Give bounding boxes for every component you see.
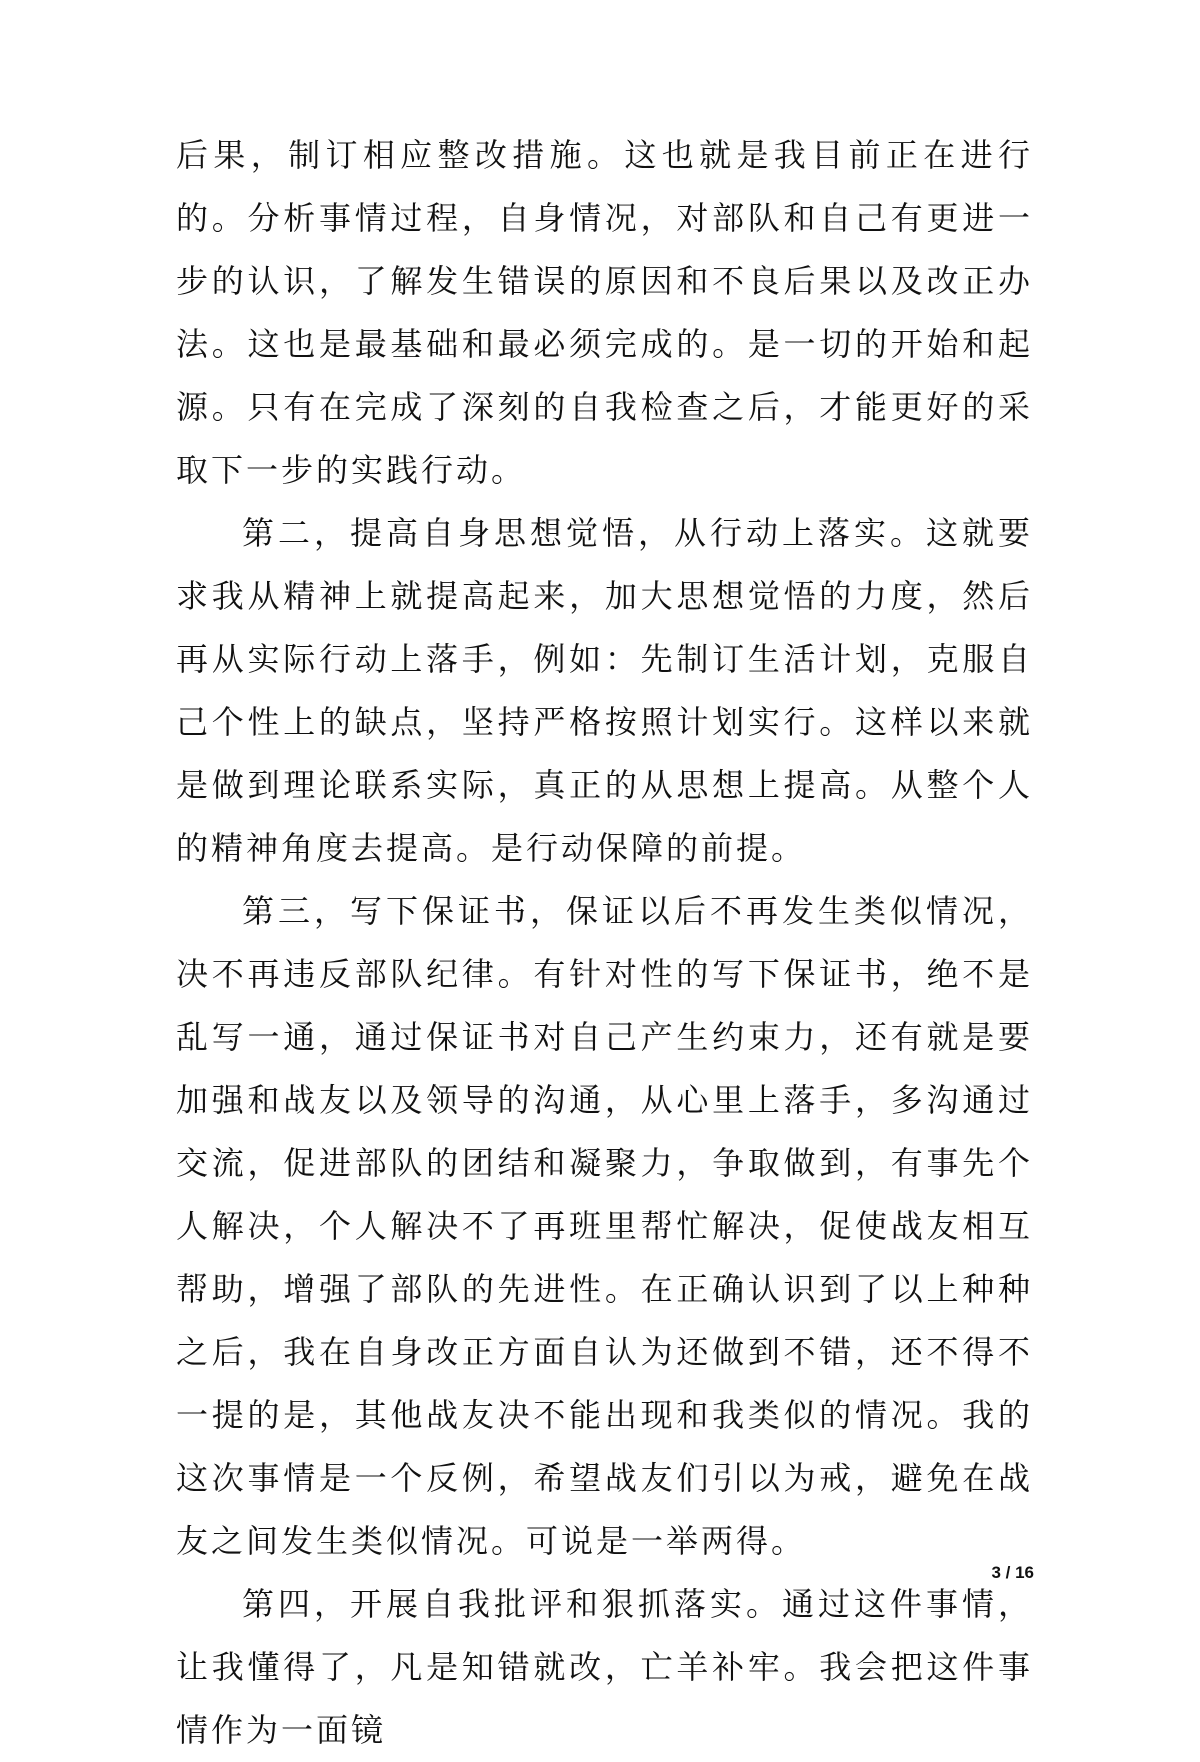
page-number: 3 / 16 [991,1563,1034,1582]
paragraph-continuation: 后果，制订相应整改措施。这也就是我目前正在进行的。分析事情过程，自身情况，对部队和自己有更进一步的认识，了解发生错误的原因和不良后果以及改正办法。这也是最基础和最必须完成的。是一切的开始和起源。只有在完成了深刻的自我检查之后，才能更好的采取下一步的实践行动。 [176,136,1033,489]
paragraph-fourth-point: 第四，开展自我批评和狠抓落实。通过这件事情，让我懂得了，凡是知错就改，亡羊补牢。我会把这件事情作为一面镜 [176,1585,1033,1749]
paragraph-second-point: 第二，提高自身思想觉悟，从行动上落实。这就要求我从精神上就提高起来，加大思想觉悟的力度，然后再从实际行动上落手，例如：先制订生活计划，克服自己个性上的缺点，坚持严格按照计划实行。这样以来就是做到理论联系实际，真正的从思想上提高。从整个人的精神角度去提高。是行动保障的前提。 [176,514,1033,867]
document-body [176,124,1033,1762]
paragraph-third-point: 第三，写下保证书，保证以后不再发生类似情况，决不再违反部队纪律。有针对性的写下保证书，绝不是乱写一通，通过保证书对自己产生约束力，还有就是要加强和战友以及领导的沟通，从心里上落手，多沟通过交流，促进部队的团结和凝聚力，争取做到，有事先个人解决，个人解决不了再班里帮忙解决，促使战友相互帮助，增强了部队的先进性。在正确认识到了以上种种之后，我在自身改正方面自认为还做到不错，还不得不一提的是，其他战友决不能出现和我类似的情况。我的这次事情是一个反例，希望战友们引以为戒，避免在战友之间发生类似情况。可说是一举两得。 [176,892,1033,1560]
